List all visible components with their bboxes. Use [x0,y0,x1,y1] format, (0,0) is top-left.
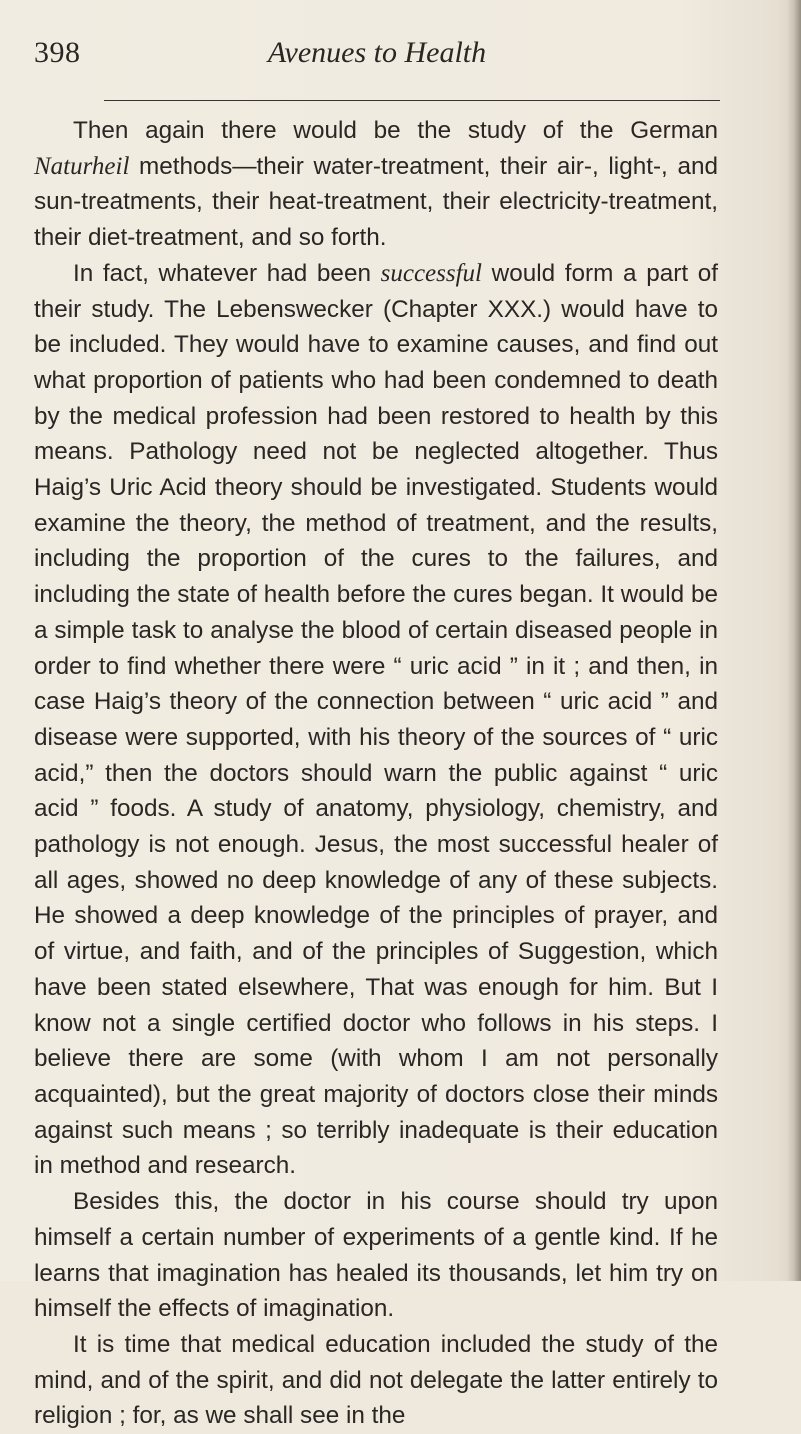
paragraph-medical-education: It is time that medical education included the study of the mind, and of the spirit, and did not delegate the latter entirely to religion ; for, as we shall see in the [34,1330,718,1430]
paragraph-german-methods [34,113,718,256]
paragraph-text: would form a part of their study. The Lebenswecker (Chapter XXX.) would have to be included. They would have to examine causes, and find out what proportion of patients who had been condemned to death by the medical profession had been restored to health by this means. Pathology need not be neglected altogether. Thus Haig’s Uric Acid theory should be investigated. Students would examine the theory, the method of treatment, and the results, including the proportion of the cures to the failures, and including the state of health before the cures began. It would be a simple task to analyse the blood of certain diseased people in order to find whether there were “ uric acid ” in it ; and then, in case Haig’s theory of the connection between “ uric acid ” and disease were supported, with his theory of the sources of “ uric acid,” then the doctors should warn the public against “ uric acid ” foods. A study of anatomy, physiology, chemistry, and pathology is not enough. Jesus, the most successful healer of all ages, showed no deep knowledge of any of these subjects. He showed a deep knowledge of the principles of prayer, and of virtue, and faith, and of the principles of Suggestion, which have been stated elsewhere, That was enough for him. But I know not a single certified doctor who follows in his steps. I believe there are some (with whom I am not personally acquainted), but the great majority of doctors close their minds against such means ; so terribly inadequate is their education in method and research. [34,259,718,1180]
paragraph-text: In fact, whatever had been [73,259,381,287]
paragraph-text: methods—their water-treatment, their air-, light-, and sun-treatments, their heat-treatment, their electricity-treatment, their diet-treatment, and so forth. [34,152,718,252]
italic-successful: successful [380,259,482,287]
page-header [34,36,720,86]
page-edge-shadow [787,0,801,1281]
page-number: 398 [34,36,81,69]
body-text [34,113,718,1434]
paragraph-in-fact [34,256,718,1184]
italic-naturheil: Naturheil [34,152,130,180]
paragraph-besides-this: Besides this, the doctor in his course should try upon himself a certain number of experiments of a gentle kind. If he learns that imagination has healed its thousands, let him try on himself the effects of imagination. [34,1188,718,1323]
running-title: Avenues to Health [267,36,487,69]
paragraph-text: Then again there would be the study of the German [73,117,718,144]
header-rule [104,100,720,101]
